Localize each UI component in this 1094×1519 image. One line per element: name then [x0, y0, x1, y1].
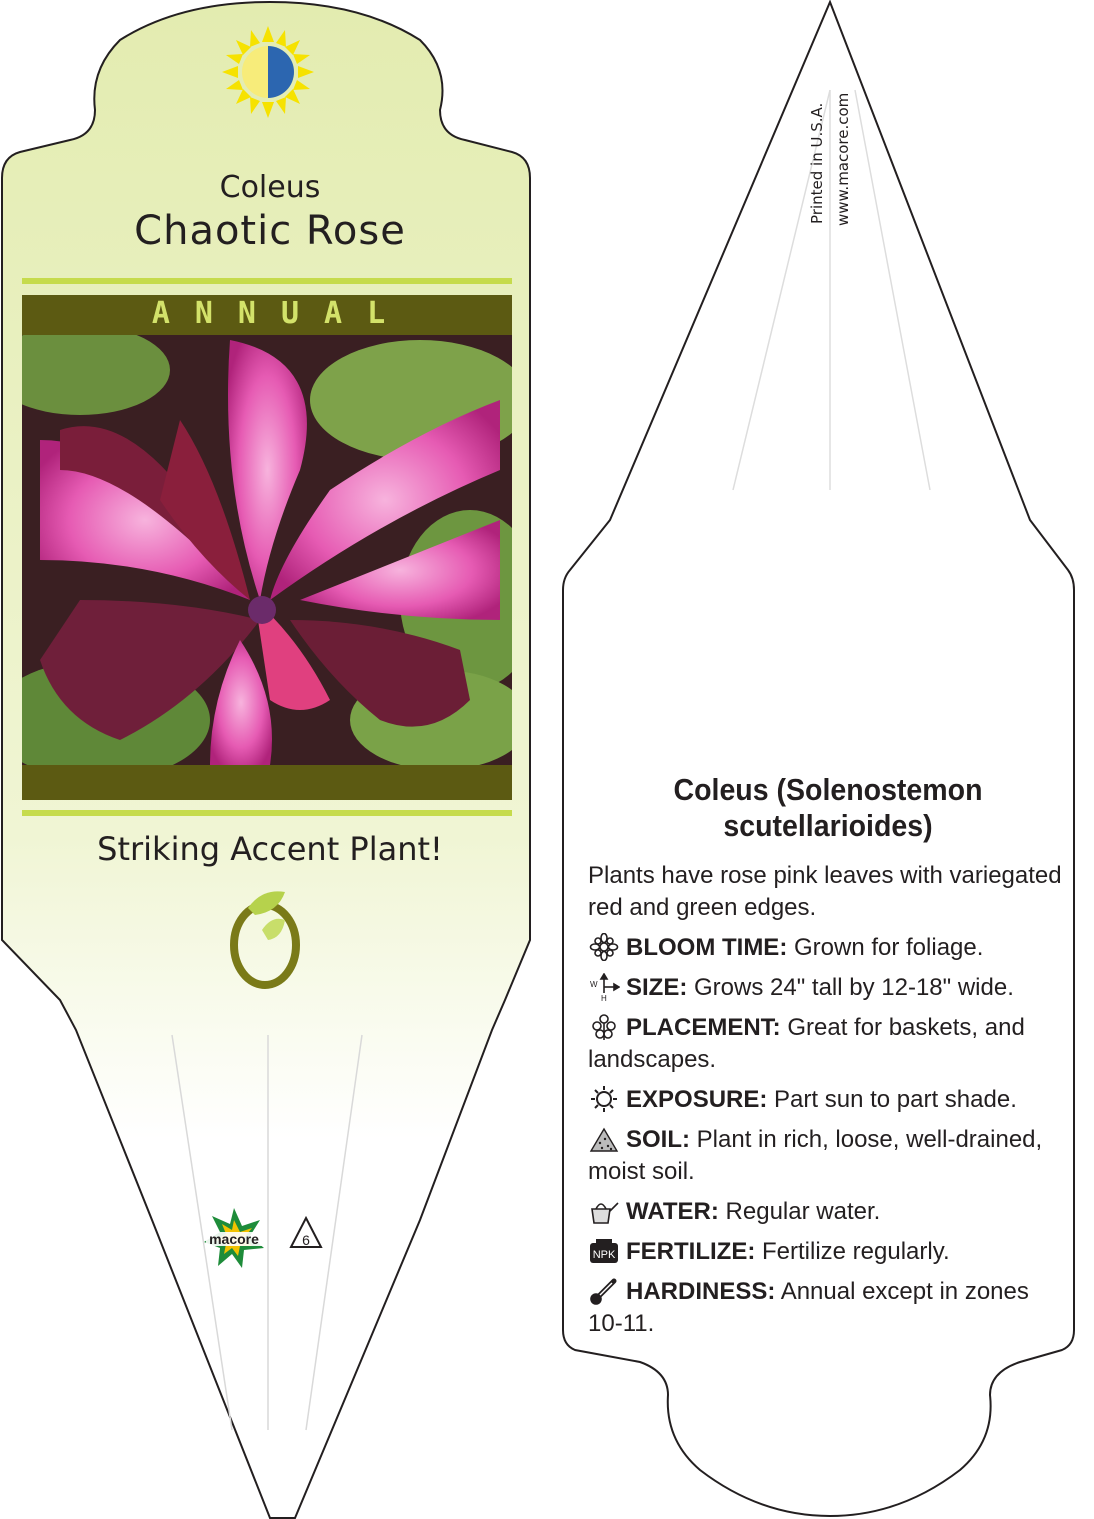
svg-text:W: W — [590, 980, 598, 989]
svg-text:H: H — [601, 994, 607, 1001]
recycle-code: 6 — [302, 1232, 310, 1248]
hardiness-row: HARDINESS: Annual except in zones 10-11. — [588, 1278, 1029, 1337]
soil-icon — [588, 1125, 620, 1153]
water-row: WATER: Regular water. — [588, 1196, 1068, 1228]
thermometer-icon — [588, 1277, 620, 1305]
sun-outline-icon — [588, 1085, 620, 1113]
size-row: W H SIZE: Grows 24" tall by 12-18" wide. — [590, 974, 1014, 1001]
printed-in-text: Printed in U.S.A. — [808, 102, 826, 224]
fertilize-row: NPK FERTILIZE: Fertilize regularly. — [588, 1236, 1068, 1268]
placement-row: PLACEMENT: Great for baskets, and landscapes. — [588, 1014, 1025, 1073]
soil-row: SOIL: Plant in rich, loose, well-drained, moist soil. — [588, 1126, 1043, 1185]
printing-info — [790, 80, 850, 240]
watering-can-icon — [588, 1197, 620, 1225]
flower-icon — [588, 933, 620, 961]
size-arrows-icon — [588, 973, 620, 1001]
coleus-plant-photo — [0, 325, 540, 780]
genus-name: Coleus — [219, 170, 321, 205]
bloom-time-row: BLOOM TIME: Grown for foliage. — [588, 932, 1068, 964]
plant-description: Plants have rose pink leaves with variegated red and green edges. — [588, 862, 1062, 921]
website-text: www.macore.com — [834, 92, 852, 226]
botanical-title: Coleus (Solenostemon scutellarioides) — [673, 772, 983, 843]
svg-text:NPK: NPK — [592, 1249, 616, 1261]
recycle-icon — [288, 1215, 324, 1257]
svg-text:macore: macore — [209, 1231, 259, 1247]
category-label: ANNUAL — [151, 296, 411, 331]
placement-icon — [588, 1013, 620, 1041]
npk-icon — [588, 1237, 620, 1265]
care-info — [588, 772, 1068, 1348]
variety-name: Chaotic Rose — [134, 208, 406, 254]
exposure-row: EXPOSURE: Part sun to part shade. — [588, 1084, 1068, 1116]
tagline: Striking Accent Plant! — [97, 830, 443, 868]
